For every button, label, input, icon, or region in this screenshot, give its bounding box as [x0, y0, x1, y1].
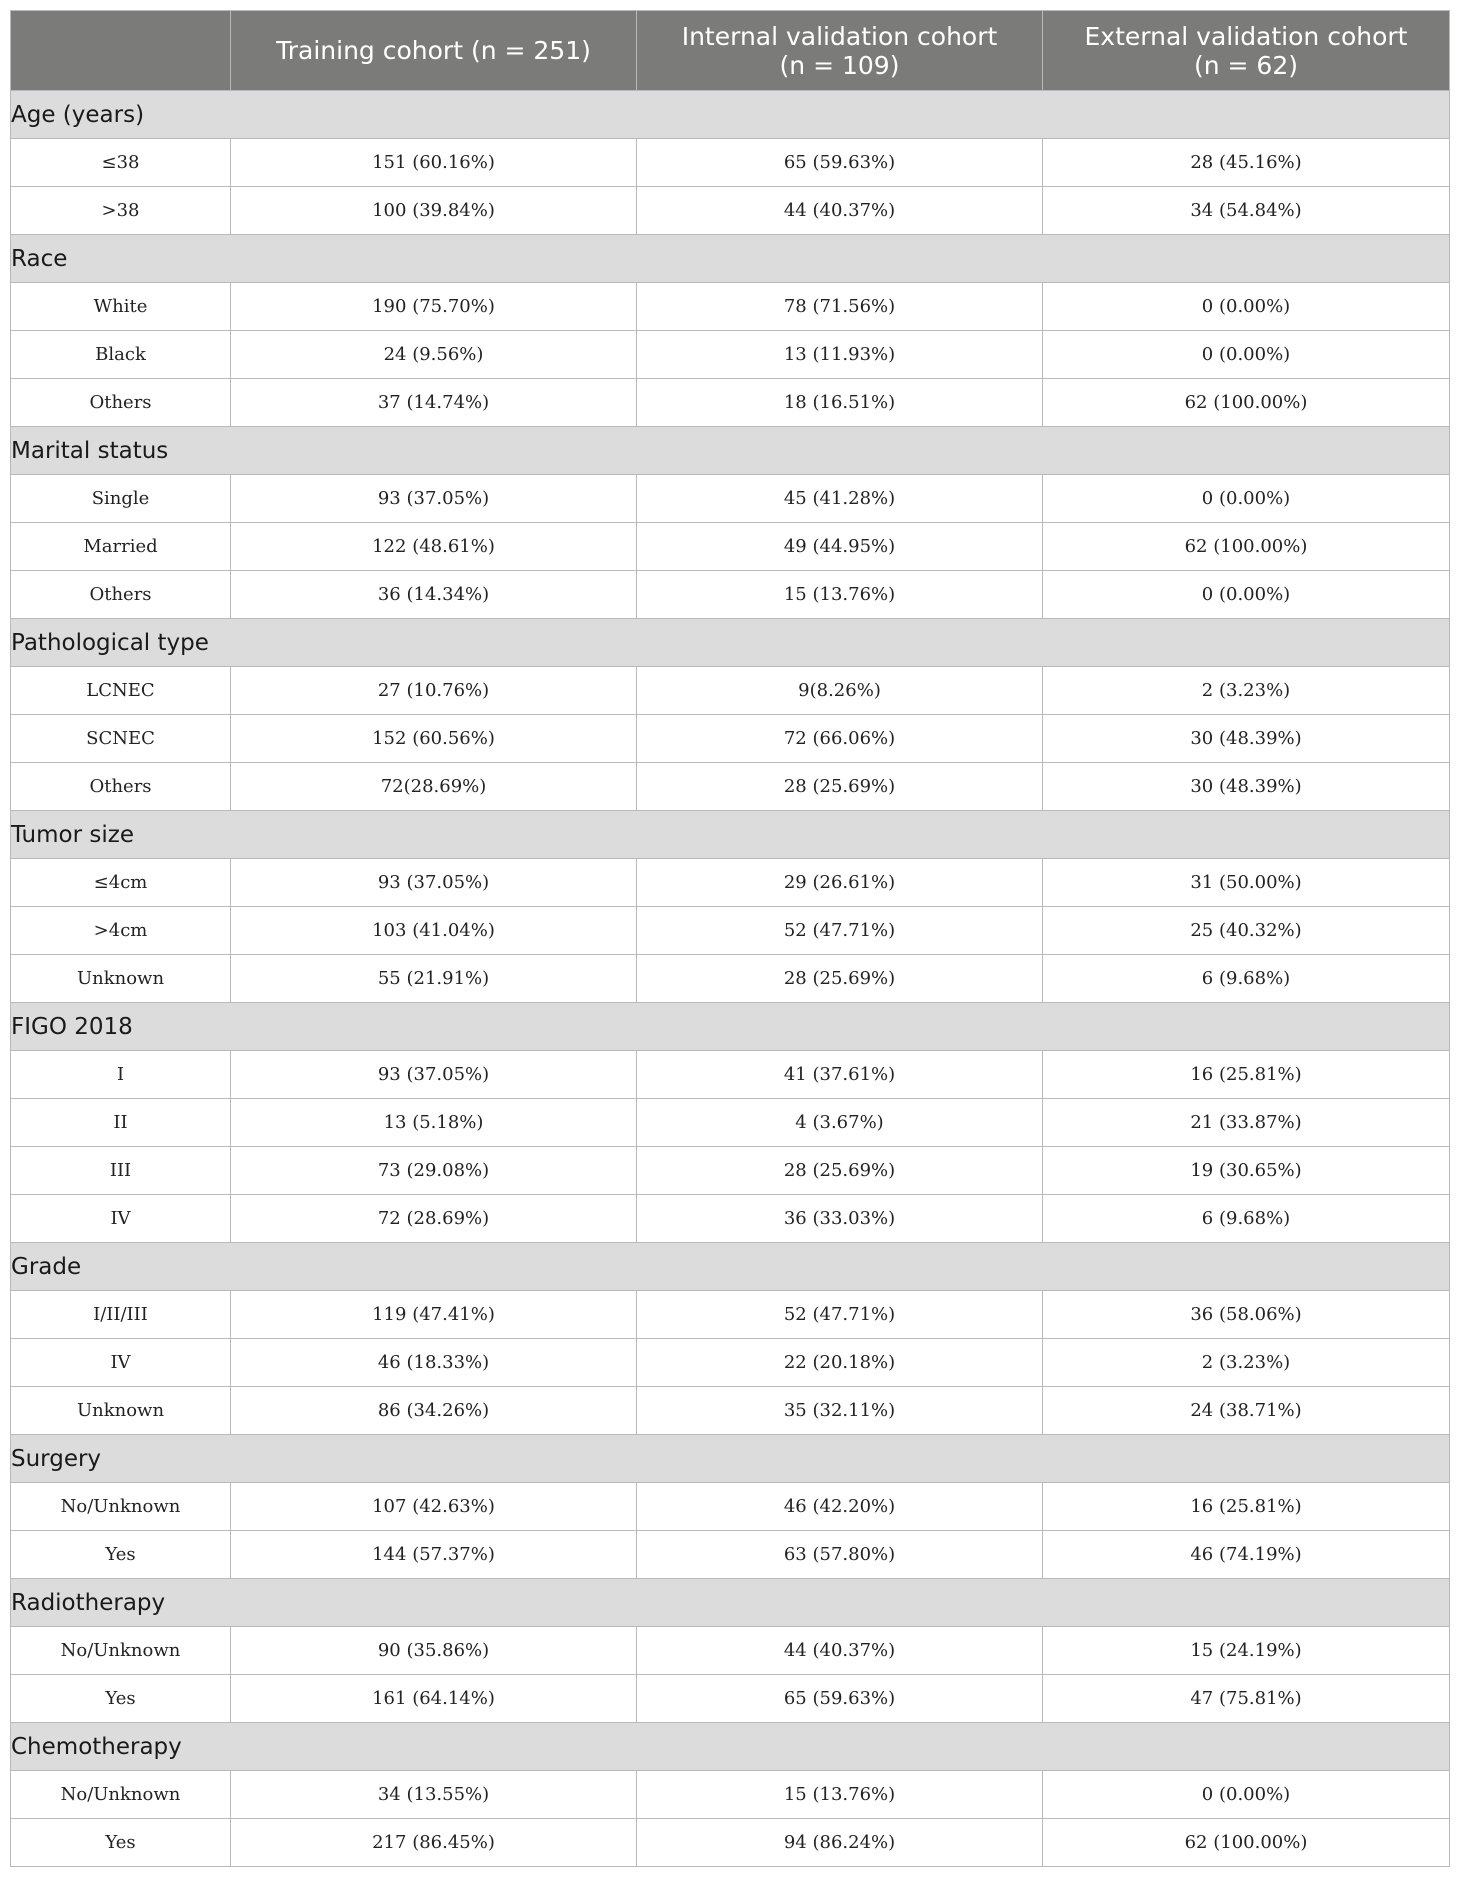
section-header-row — [11, 1579, 1450, 1627]
table-row — [11, 187, 1450, 235]
table-row — [11, 907, 1450, 955]
table-row — [11, 1147, 1450, 1195]
internal-value-cell: 15 (13.76%) — [637, 1771, 1043, 1819]
section-header-row — [11, 811, 1450, 859]
training-value-cell: 13 (5.18%) — [231, 1099, 637, 1147]
training-value-cell: 152 (60.56%) — [231, 715, 637, 763]
external-value-cell: 15 (24.19%) — [1043, 1627, 1450, 1675]
table-row — [11, 139, 1450, 187]
internal-value-cell: 44 (40.37%) — [637, 187, 1043, 235]
training-value-cell: 144 (57.37%) — [231, 1531, 637, 1579]
table-row — [11, 1291, 1450, 1339]
header-training-cohort: Training cohort (n = 251) — [231, 11, 637, 91]
external-value-cell: 0 (0.00%) — [1043, 571, 1450, 619]
table-row — [11, 331, 1450, 379]
internal-value-cell: 28 (25.69%) — [637, 1147, 1043, 1195]
external-value-cell: 6 (9.68%) — [1043, 955, 1450, 1003]
variable-level-cell: I — [11, 1051, 231, 1099]
internal-value-cell: 15 (13.76%) — [637, 571, 1043, 619]
external-value-cell: 0 (0.00%) — [1043, 331, 1450, 379]
internal-value-cell: 41 (37.61%) — [637, 1051, 1043, 1099]
table-row — [11, 1051, 1450, 1099]
table-row — [11, 475, 1450, 523]
training-value-cell: 93 (37.05%) — [231, 1051, 637, 1099]
internal-value-cell: 9(8.26%) — [637, 667, 1043, 715]
table-row — [11, 379, 1450, 427]
variable-level-cell: ≤38 — [11, 139, 231, 187]
table-row — [11, 715, 1450, 763]
training-value-cell: 107 (42.63%) — [231, 1483, 637, 1531]
external-value-cell: 6 (9.68%) — [1043, 1195, 1450, 1243]
training-value-cell: 122 (48.61%) — [231, 523, 637, 571]
internal-value-cell: 49 (44.95%) — [637, 523, 1043, 571]
section-header-row — [11, 1243, 1450, 1291]
table-row — [11, 1195, 1450, 1243]
table-row — [11, 283, 1450, 331]
table-row — [11, 763, 1450, 811]
training-value-cell: 73 (29.08%) — [231, 1147, 637, 1195]
training-value-cell: 93 (37.05%) — [231, 475, 637, 523]
variable-level-cell: Others — [11, 379, 231, 427]
external-value-cell: 2 (3.23%) — [1043, 667, 1450, 715]
training-value-cell: 55 (21.91%) — [231, 955, 637, 1003]
training-value-cell: 151 (60.16%) — [231, 139, 637, 187]
section-header-row — [11, 1435, 1450, 1483]
table-row — [11, 1627, 1450, 1675]
variable-level-cell: IV — [11, 1195, 231, 1243]
table-row — [11, 1675, 1450, 1723]
variable-level-cell: SCNEC — [11, 715, 231, 763]
header-internal-validation-cohort — [637, 11, 1043, 91]
internal-value-cell: 35 (32.11%) — [637, 1387, 1043, 1435]
internal-value-cell: 22 (20.18%) — [637, 1339, 1043, 1387]
external-value-cell: 0 (0.00%) — [1043, 283, 1450, 331]
table-row — [11, 523, 1450, 571]
variable-level-cell: Unknown — [11, 1387, 231, 1435]
training-value-cell: 90 (35.86%) — [231, 1627, 637, 1675]
section-title: Age (years) — [11, 91, 1450, 139]
variable-level-cell: Others — [11, 763, 231, 811]
external-value-cell: 19 (30.65%) — [1043, 1147, 1450, 1195]
section-header-row — [11, 235, 1450, 283]
table-header-row — [11, 11, 1450, 91]
external-value-cell: 47 (75.81%) — [1043, 1675, 1450, 1723]
internal-value-cell: 28 (25.69%) — [637, 955, 1043, 1003]
internal-value-cell: 4 (3.67%) — [637, 1099, 1043, 1147]
table-row — [11, 1771, 1450, 1819]
table-row — [11, 859, 1450, 907]
section-header-row — [11, 91, 1450, 139]
external-value-cell: 62 (100.00%) — [1043, 379, 1450, 427]
variable-level-cell: ≤4cm — [11, 859, 231, 907]
section-title: FIGO 2018 — [11, 1003, 1450, 1051]
table-body — [11, 91, 1450, 1867]
training-value-cell: 24 (9.56%) — [231, 331, 637, 379]
external-value-cell: 0 (0.00%) — [1043, 475, 1450, 523]
variable-level-cell: LCNEC — [11, 667, 231, 715]
table-row — [11, 1339, 1450, 1387]
external-value-cell: 16 (25.81%) — [1043, 1051, 1450, 1099]
cohort-characteristics-table — [10, 10, 1450, 1867]
internal-value-cell: 65 (59.63%) — [637, 1675, 1043, 1723]
external-value-cell: 2 (3.23%) — [1043, 1339, 1450, 1387]
variable-level-cell: Unknown — [11, 955, 231, 1003]
header-internal-text: Internal validation cohort (n = 109) — [681, 21, 998, 80]
internal-value-cell: 29 (26.61%) — [637, 859, 1043, 907]
variable-level-cell: Yes — [11, 1819, 231, 1867]
table-row — [11, 1387, 1450, 1435]
external-value-cell: 16 (25.81%) — [1043, 1483, 1450, 1531]
internal-value-cell: 63 (57.80%) — [637, 1531, 1043, 1579]
variable-level-cell: Yes — [11, 1675, 231, 1723]
header-variable-column — [11, 11, 231, 91]
table-row — [11, 1531, 1450, 1579]
section-header-row — [11, 427, 1450, 475]
section-title: Pathological type — [11, 619, 1450, 667]
table-row — [11, 571, 1450, 619]
internal-value-cell: 36 (33.03%) — [637, 1195, 1043, 1243]
table-row — [11, 1099, 1450, 1147]
training-value-cell: 161 (64.14%) — [231, 1675, 637, 1723]
training-value-cell: 72 (28.69%) — [231, 1195, 637, 1243]
variable-level-cell: No/Unknown — [11, 1771, 231, 1819]
variable-level-cell: No/Unknown — [11, 1483, 231, 1531]
header-external-validation-cohort — [1043, 11, 1450, 91]
section-header-row — [11, 619, 1450, 667]
variable-level-cell: Married — [11, 523, 231, 571]
external-value-cell: 62 (100.00%) — [1043, 523, 1450, 571]
variable-level-cell: Others — [11, 571, 231, 619]
internal-value-cell: 28 (25.69%) — [637, 763, 1043, 811]
internal-value-cell: 65 (59.63%) — [637, 139, 1043, 187]
internal-value-cell: 52 (47.71%) — [637, 1291, 1043, 1339]
external-value-cell: 30 (48.39%) — [1043, 715, 1450, 763]
training-value-cell: 217 (86.45%) — [231, 1819, 637, 1867]
internal-value-cell: 18 (16.51%) — [637, 379, 1043, 427]
variable-level-cell: Yes — [11, 1531, 231, 1579]
variable-level-cell: No/Unknown — [11, 1627, 231, 1675]
training-value-cell: 190 (75.70%) — [231, 283, 637, 331]
training-value-cell: 103 (41.04%) — [231, 907, 637, 955]
training-value-cell: 37 (14.74%) — [231, 379, 637, 427]
internal-value-cell: 45 (41.28%) — [637, 475, 1043, 523]
external-value-cell: 24 (38.71%) — [1043, 1387, 1450, 1435]
variable-level-cell: >38 — [11, 187, 231, 235]
external-value-cell: 46 (74.19%) — [1043, 1531, 1450, 1579]
external-value-cell: 25 (40.32%) — [1043, 907, 1450, 955]
table-row — [11, 1483, 1450, 1531]
external-value-cell: 62 (100.00%) — [1043, 1819, 1450, 1867]
external-value-cell: 31 (50.00%) — [1043, 859, 1450, 907]
training-value-cell: 27 (10.76%) — [231, 667, 637, 715]
training-value-cell: 86 (34.26%) — [231, 1387, 637, 1435]
training-value-cell: 34 (13.55%) — [231, 1771, 637, 1819]
external-value-cell: 21 (33.87%) — [1043, 1099, 1450, 1147]
section-title: Marital status — [11, 427, 1450, 475]
internal-value-cell: 46 (42.20%) — [637, 1483, 1043, 1531]
header-external-text: External validation cohort (n = 62) — [1084, 21, 1408, 80]
table-row — [11, 955, 1450, 1003]
table-row — [11, 1819, 1450, 1867]
table-row — [11, 667, 1450, 715]
training-value-cell: 119 (47.41%) — [231, 1291, 637, 1339]
training-value-cell: 93 (37.05%) — [231, 859, 637, 907]
section-header-row — [11, 1003, 1450, 1051]
section-title: Chemotherapy — [11, 1723, 1450, 1771]
variable-level-cell: >4cm — [11, 907, 231, 955]
internal-value-cell: 52 (47.71%) — [637, 907, 1043, 955]
section-title: Grade — [11, 1243, 1450, 1291]
section-title: Surgery — [11, 1435, 1450, 1483]
internal-value-cell: 13 (11.93%) — [637, 331, 1043, 379]
external-value-cell: 0 (0.00%) — [1043, 1771, 1450, 1819]
variable-level-cell: IV — [11, 1339, 231, 1387]
training-value-cell: 100 (39.84%) — [231, 187, 637, 235]
variable-level-cell: Single — [11, 475, 231, 523]
section-title: Radiotherapy — [11, 1579, 1450, 1627]
section-header-row — [11, 1723, 1450, 1771]
section-title: Race — [11, 235, 1450, 283]
training-value-cell: 72(28.69%) — [231, 763, 637, 811]
external-value-cell: 30 (48.39%) — [1043, 763, 1450, 811]
internal-value-cell: 44 (40.37%) — [637, 1627, 1043, 1675]
internal-value-cell: 94 (86.24%) — [637, 1819, 1043, 1867]
internal-value-cell: 78 (71.56%) — [637, 283, 1043, 331]
external-value-cell: 34 (54.84%) — [1043, 187, 1450, 235]
variable-level-cell: II — [11, 1099, 231, 1147]
internal-value-cell: 72 (66.06%) — [637, 715, 1043, 763]
section-title: Tumor size — [11, 811, 1450, 859]
variable-level-cell: III — [11, 1147, 231, 1195]
variable-level-cell: Black — [11, 331, 231, 379]
variable-level-cell: I/II/III — [11, 1291, 231, 1339]
external-value-cell: 28 (45.16%) — [1043, 139, 1450, 187]
variable-level-cell: White — [11, 283, 231, 331]
external-value-cell: 36 (58.06%) — [1043, 1291, 1450, 1339]
training-value-cell: 36 (14.34%) — [231, 571, 637, 619]
training-value-cell: 46 (18.33%) — [231, 1339, 637, 1387]
